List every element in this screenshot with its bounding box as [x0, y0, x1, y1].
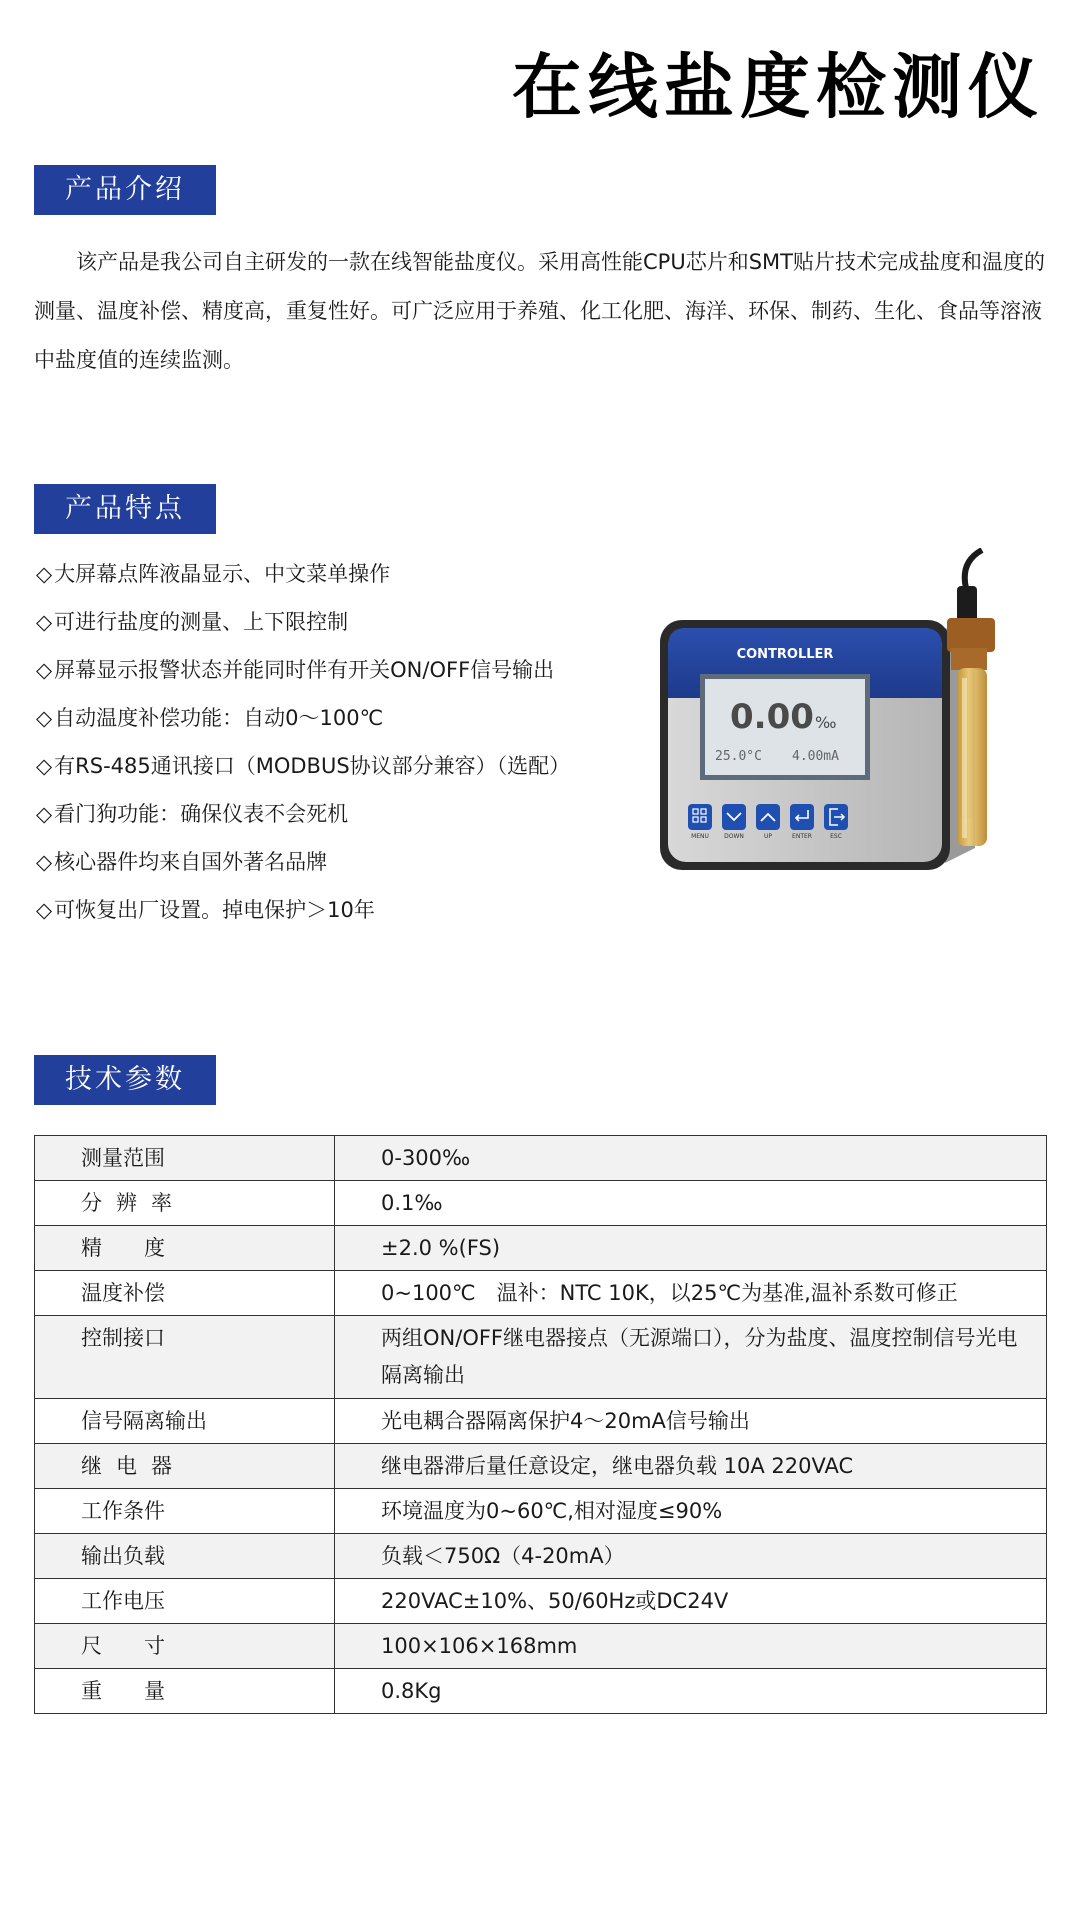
spec-value: 220VAC±10%、50/60Hz或DC24V: [335, 1579, 1047, 1624]
table-row: [35, 1226, 1047, 1271]
diamond-bullet-icon: ◇: [36, 706, 53, 730]
specs-table: [34, 1135, 1047, 1714]
spec-label: 工作条件: [35, 1489, 335, 1534]
down-button-label: DOWN: [724, 833, 744, 840]
feature-text: 屏幕显示报警状态并能同时伴有开关ON/OFF信号输出: [54, 658, 555, 682]
salinity-meter-illustration: [660, 548, 1060, 908]
table-row: [35, 1136, 1047, 1181]
enter-button[interactable]: [790, 804, 814, 840]
spec-value: 0.8Kg: [335, 1669, 1047, 1714]
feature-text: 有RS-485通讯接口（MODBUS协议部分兼容）（选配）: [54, 754, 571, 778]
down-button[interactable]: [722, 804, 746, 840]
menu-button-label: MENU: [691, 833, 709, 840]
lcd-temperature: 25.0°C: [715, 749, 762, 764]
probe-highlight: [962, 678, 967, 838]
lcd-reading-unit: ‰: [815, 713, 837, 732]
diamond-bullet-icon: ◇: [36, 562, 53, 586]
feature-item: [36, 550, 656, 598]
spec-value: 继电器滞后量任意设定，继电器负载 10A 220VAC: [335, 1444, 1047, 1489]
feature-text: 自动温度补偿功能：自动0～100℃: [54, 706, 384, 730]
table-row: [35, 1624, 1047, 1669]
table-row: [35, 1399, 1047, 1444]
menu-button[interactable]: [688, 804, 712, 840]
section-heading-intro: 产品介绍: [34, 165, 216, 215]
lcd-reading-value: 0.00: [730, 697, 814, 737]
spec-value: ±2.0 %(FS): [335, 1226, 1047, 1271]
diamond-bullet-icon: ◇: [36, 658, 53, 682]
table-row: [35, 1271, 1047, 1316]
spec-label: 控制接口: [35, 1316, 335, 1399]
feature-text: 可恢复出厂设置。掉电保护＞10年: [54, 898, 375, 922]
section-heading-specs: 技术参数: [34, 1055, 216, 1105]
probe-head: [947, 618, 995, 652]
spec-value: 0~100℃ 温补：NTC 10K，以25℃为基准,温补系数可修正: [335, 1271, 1047, 1316]
intro-paragraph: 该产品是我公司自主研发的一款在线智能盐度仪。采用高性能CPU芯片和SMT贴片技术完成盐度和温度的测量、温度补偿、精度高，重复性好。可广泛应用于养殖、化工化肥、海洋、环保、制药、生化、食品等溶液中盐度值的连续监测。: [34, 250, 1045, 372]
table-row: [35, 1444, 1047, 1489]
spec-value: 环境温度为0~60℃,相对湿度≤90%: [335, 1489, 1047, 1534]
feature-text: 大屏幕点阵液晶显示、中文菜单操作: [54, 562, 391, 586]
feature-item: [36, 742, 656, 790]
spec-value: 两组ON/OFF继电器接点（无源端口），分为盐度、温度控制信号光电隔离输出: [335, 1316, 1047, 1399]
diamond-bullet-icon: ◇: [36, 754, 53, 778]
spec-value: 0.1‰: [335, 1181, 1047, 1226]
feature-text: 看门狗功能：确保仪表不会死机: [54, 802, 349, 826]
spec-label: 输出负载: [35, 1534, 335, 1579]
feature-item: [36, 646, 656, 694]
probe-cable: [965, 550, 982, 588]
spec-label: 工作电压: [35, 1579, 335, 1624]
feature-item: [36, 598, 656, 646]
table-row: [35, 1181, 1047, 1226]
esc-button-label: ESC: [830, 833, 842, 840]
feature-text: 可进行盐度的测量、上下限控制: [54, 610, 349, 634]
page-title: 在线盐度检测仪: [512, 46, 1044, 128]
lcd-current: 4.00mA: [792, 749, 839, 764]
spec-label: 分辨率: [35, 1181, 335, 1226]
spec-label: 重量: [35, 1669, 335, 1714]
spec-label: 信号隔离输出: [35, 1399, 335, 1444]
diamond-bullet-icon: ◇: [36, 802, 53, 826]
table-row: [35, 1489, 1047, 1534]
spec-label: 尺寸: [35, 1624, 335, 1669]
spec-value: 100×106×168mm: [335, 1624, 1047, 1669]
probe-thread: [951, 648, 987, 670]
up-button-label: UP: [763, 833, 773, 840]
feature-item: [36, 790, 656, 838]
feature-item: [36, 694, 656, 742]
spec-label: 温度补偿: [35, 1271, 335, 1316]
feature-item: [36, 886, 656, 934]
table-row: [35, 1534, 1047, 1579]
spec-label: 精度: [35, 1226, 335, 1271]
brand-label: CONTROLLER: [736, 647, 834, 662]
spec-value: 负载＜750Ω（4-20mA）: [335, 1534, 1047, 1579]
table-row: [35, 1579, 1047, 1624]
table-row: [35, 1316, 1047, 1399]
diamond-bullet-icon: ◇: [36, 850, 53, 874]
spec-value: 0-300‰: [335, 1136, 1047, 1181]
features-list: [36, 550, 656, 934]
diamond-bullet-icon: ◇: [36, 898, 53, 922]
spec-label: 测量范围: [35, 1136, 335, 1181]
probe-tube: [957, 668, 987, 846]
enter-button-label: ENTER: [792, 833, 812, 840]
table-row: [35, 1669, 1047, 1714]
probe-connector: [957, 586, 977, 622]
section-heading-features: 产品特点: [34, 484, 216, 534]
feature-item: [36, 838, 656, 886]
feature-text: 核心器件均来自国外著名品牌: [54, 850, 328, 874]
spec-label: 继电器: [35, 1444, 335, 1489]
spec-value: 光电耦合器隔离保护4～20mA信号输出: [335, 1399, 1047, 1444]
diamond-bullet-icon: ◇: [36, 610, 53, 634]
